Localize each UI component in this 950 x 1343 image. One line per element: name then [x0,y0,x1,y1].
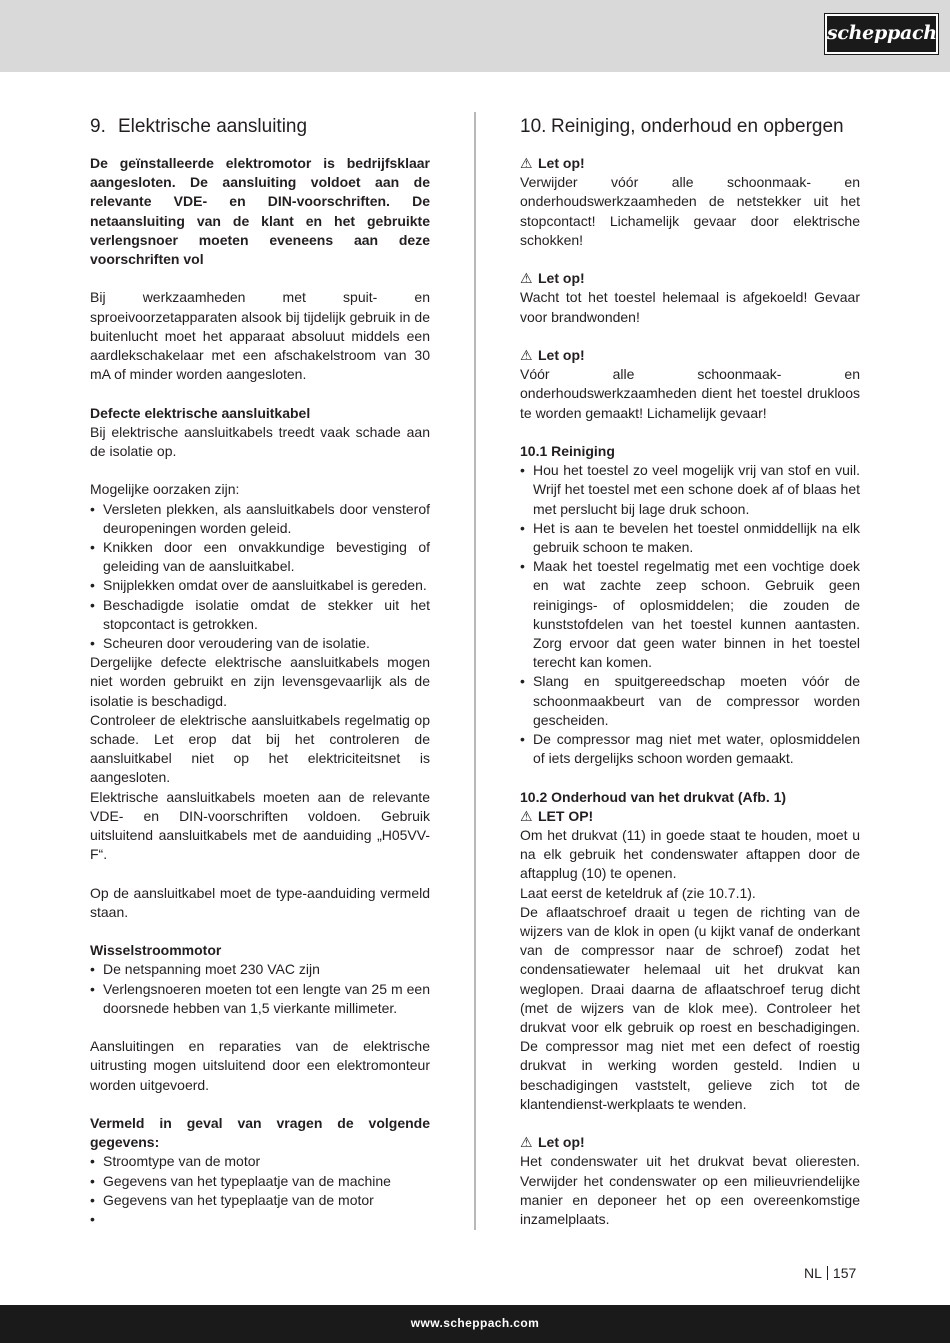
section-10-heading: 10. Reiniging, onderhoud en opbergen [520,116,844,137]
list-item: • Gegevens van het typeplaatje van de motor [90,1191,430,1210]
intro-paragraph: De geïnstalleerde elektromotor is bedrijfsklaar aangesloten. De aansluiting voldoet aan de relevante VDE- en DIN-voorschriften. De netaansluiting van de klant en het gebruikte verlengsnoer moeten eveneens aan deze voorschriften vol [90,155,430,268]
warning-icon: ⚠ [520,270,533,287]
causes-intro: Mogelijke oorzaken zijn: [90,481,240,498]
page-number-value: 157 [832,1265,857,1281]
warning-text: Verwijder vóór alle schoonmaak- en onderhoudswerkzaamheden de netstekker uit het stopcontact! Lichamelijk gevaar door elektrische schokken! [520,174,860,248]
list-item: • Scheuren door veroudering van de isolatie. [90,634,430,653]
warning-heading: ⚠ Let op! [520,154,860,173]
language-code: NL [804,1265,822,1281]
maintenance-paragraph: Om het drukvat (11) in goede staat te houden, moet u na elk gebruik het condenswater aftappen door de aftapplug (10) te openen. [520,827,860,882]
list-item: • Het is aan te bevelen het toestel onmiddellijk na elk gebruik schoon te maken. [520,519,860,557]
header-bar [0,0,950,72]
ac-motor-heading: Wisselstroommotor [90,942,222,959]
defect-cable-paragraph: Bij elektrische aansluitkabels treedt vaak schade aan de isolatie op. [90,423,430,460]
logo-text: scheppach [827,22,937,44]
warning-heading: ⚠ Let op! [520,1133,860,1152]
column-divider [474,112,476,1230]
left-column [90,112,430,1229]
list-item: • Gegevens van het typeplaatje van de machine [90,1172,430,1191]
warning-icon: ⚠ [520,1134,533,1151]
warning-heading: ⚠ Let op! [520,346,860,365]
check-cables-paragraph: Controleer de elektrische aansluitkabels regelmatig op schade. Let erop dat bij het controleren de aansluitkabel niet op het elektriciteitsnet is aangesloten. [90,711,430,786]
cleaning-list [520,461,860,768]
footer-bar [0,1305,950,1343]
rcd-paragraph: Bij werkzaamheden met spuit- en sproeivoorzetapparaten alsook bij tijdelijk gebruik in de buitenlucht moet het apparaat absoluut middels een aardlekschakelaar met een afschakelstroom van 30 mA of minder worden aangesloten. [90,289,430,383]
warning-heading: ⚠ Let op! [520,269,860,288]
section-9-heading: 9. Elektrische aansluiting [90,116,308,137]
warning-icon: ⚠ [520,807,533,824]
maintenance-paragraph: Laat eerst de keteldruk af (zie 10.7.1). [520,884,756,901]
defect-cable-heading: Defecte elektrische aansluitkabel [90,404,311,421]
right-column [520,112,860,1229]
questions-list [90,1152,430,1229]
list-item: • De netspanning moet 230 VAC zijn [90,960,430,979]
list-item: • Maak het toestel regelmatig met een vochtige doek en wat zachte zeep schoon. Gebruik geen reinigings- of oplosmiddelen; die zouden de kunststofdelen van het toestel kunnen aantasten. Zorg ervoor dat geen water binnen in het toestel terecht kan komen. [520,557,860,672]
list-item: • Knikken door een onvakkundige bevestiging of geleiding van de aansluitkabel. [90,538,430,576]
list-item: • Snijplekken omdat over de aansluitkabel is gereden. [90,576,430,595]
defect-danger-paragraph: Dergelijke defecte elektrische aansluitkabels mogen niet worden gebruikt en zijn levensgevaarlijk als de isolatie is beschadigd. [90,654,430,709]
page-number [804,1264,856,1282]
list-item: • Stroomtype van de motor [90,1152,430,1171]
questions-heading: Vermeld in geval van vragen de volgende gegevens: [90,1115,430,1151]
list-item: • Beschadigde isolatie omdat de stekker uit het stopcontact is getrokken. [90,596,430,634]
maintenance-heading: 10.2 Onderhoud van het drukvat (Afb. 1) [520,788,787,805]
causes-list [90,500,430,654]
ac-motor-list [90,960,430,1018]
list-item: • Versleten plekken, als aansluitkabels door vensterof deuropeningen worden geleid. [90,500,430,538]
warning-icon: ⚠ [520,155,533,171]
cable-standards-paragraph: Elektrische aansluitkabels moeten aan de relevante VDE- en DIN-voorschriften voldoen. Gebruik uitsluitend aansluitkabels met de aanduiding „H05VV-F“. [90,788,430,863]
list-item: • Hou het toestel zo veel mogelijk vrij van stof en vuil. Wrijf het toestel met een schone doek af of blaas het met perslucht bij lage druk schoon. [520,461,860,519]
list-item: • Verlengsnoeren moeten tot een lengte van 25 m een doorsnede hebben van 1,5 vierkante millimeter. [90,980,430,1018]
cleaning-heading: 10.1 Reiniging [520,443,615,459]
maintenance-paragraph: De aflaatschroef draait u tegen de richting van de wijzers van de klok in open (u kijkt vanaf de onderkant van de compressor naar de schroef) zodat het condensatiewater helemaal uit het drukvat kan weglopen. Draai daarna de aflaatschroef terug dicht (met de wijzers van de klok mee). Controleer het drukvat voor elk gebruik op roest en beschadigingen. De compressor mag niet met een defect of roestig drukvat in werking worden gesteld. Indien u beschadigingen vaststelt, gelieve zich tot de klantendienst-werkplaats te wenden. [520,903,860,1112]
list-item: • Slang en spuitgereedschap moeten vóór de schoonmaakbeurt van de compressor worden gescheiden. [520,672,860,730]
electrician-paragraph: Aansluitingen en reparaties van de elektrische uitrusting mogen uitsluitend door een elektromonteur worden uitgevoerd. [90,1038,430,1093]
warning-icon: ⚠ [520,347,533,363]
website-link[interactable]: www.scheppach.com [410,1316,540,1330]
list-item [90,1210,430,1229]
warning-text: Het condenswater uit het drukvat bevat olieresten. Verwijder het condenswater op een milieuvriendelijke manier en deponeer het op een overeenkomstige inzamelplaats. [520,1153,860,1228]
warning-heading: ⚠ LET OP! [520,807,860,826]
list-item: • De compressor mag niet met water, oplosmiddelen of iets dergelijks schoon worden gemaakt. [520,730,860,768]
type-designation-paragraph: Op de aansluitkabel moet de type-aanduiding vermeld staan. [90,884,430,920]
scheppach-logo [825,14,938,54]
warning-text: Wacht tot het toestel helemaal is afgekoeld! Gevaar voor brandwonden! [520,289,860,325]
warning-text: Vóór alle schoonmaak- en onderhoudswerkzaamheden dient het toestel drukloos te worden gemaakt! Lichamelijk gevaar! [520,366,860,421]
